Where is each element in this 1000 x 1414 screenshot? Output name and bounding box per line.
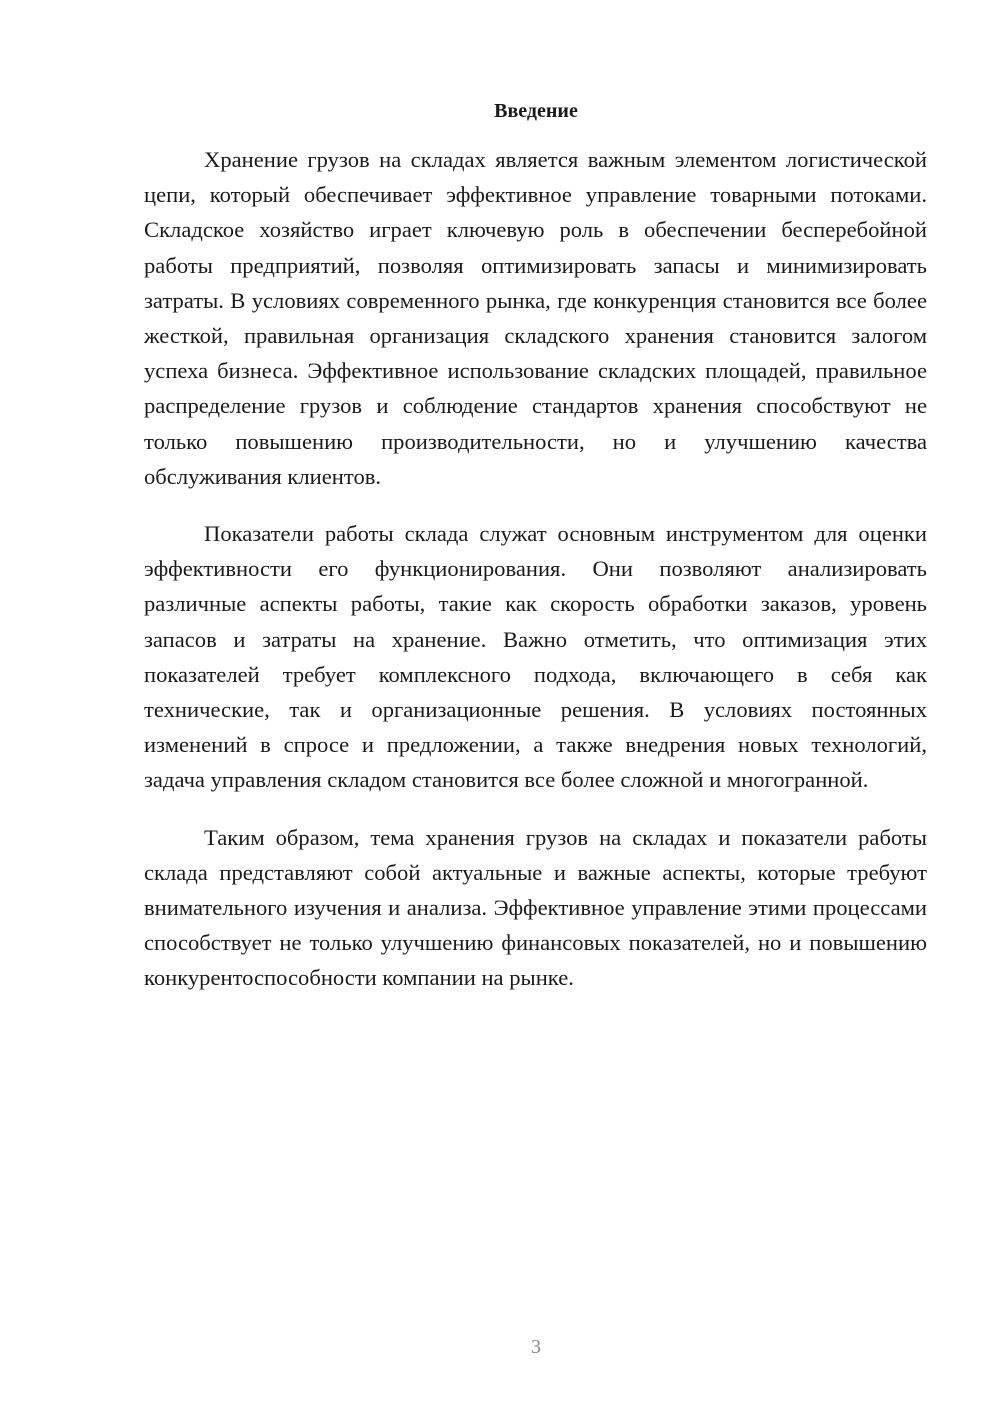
page-number: 3	[531, 1336, 541, 1358]
paragraph-2: Показатели работы склада служат основным инструментом для оценки эффективности его функционирования. Они позволяют анализировать различные аспекты работы, такие как скорость обработки заказов, уровень запасов и затраты на хранение. Важно отметить, что оптимизация этих показателей требует комплексного подхода, включающего в себя как технические, так и организационные решения. В условиях постоянных изменений в спросе и предложении, а также внедрения новых технологий, задача управления складом становится все более сложной и многогранной.	[144, 521, 927, 793]
paragraph-3: Таким образом, тема хранения грузов на складах и показатели работы склада представляют собой актуальные и важные аспекты, которые требуют внимательного изучения и анализа. Эффективное управление этими процессами способствует не только улучшению финансовых показателей, но и повышению конкурентоспособности компании на рынке.	[144, 824, 927, 991]
body-text	[144, 142, 927, 996]
section-title: Введение	[494, 100, 578, 122]
paragraph-1: Хранение грузов на складах является важным элементом логистической цепи, который обеспечивает эффективное управление товарными потоками. Складское хозяйство играет ключевую роль в обеспечении бесперебойной работы предприятий, позволяя оптимизировать запасы и минимизировать затраты. В условиях современного рынка, где конкуренция становится все более жесткой, правильная организация складского хранения становится залогом успеха бизнеса. Эффективное использование складских площадей, правильное распределение грузов и соблюдение стандартов хранения способствуют не только повышению производительности, но и улучшению качества обслуживания клиентов.	[144, 147, 927, 489]
